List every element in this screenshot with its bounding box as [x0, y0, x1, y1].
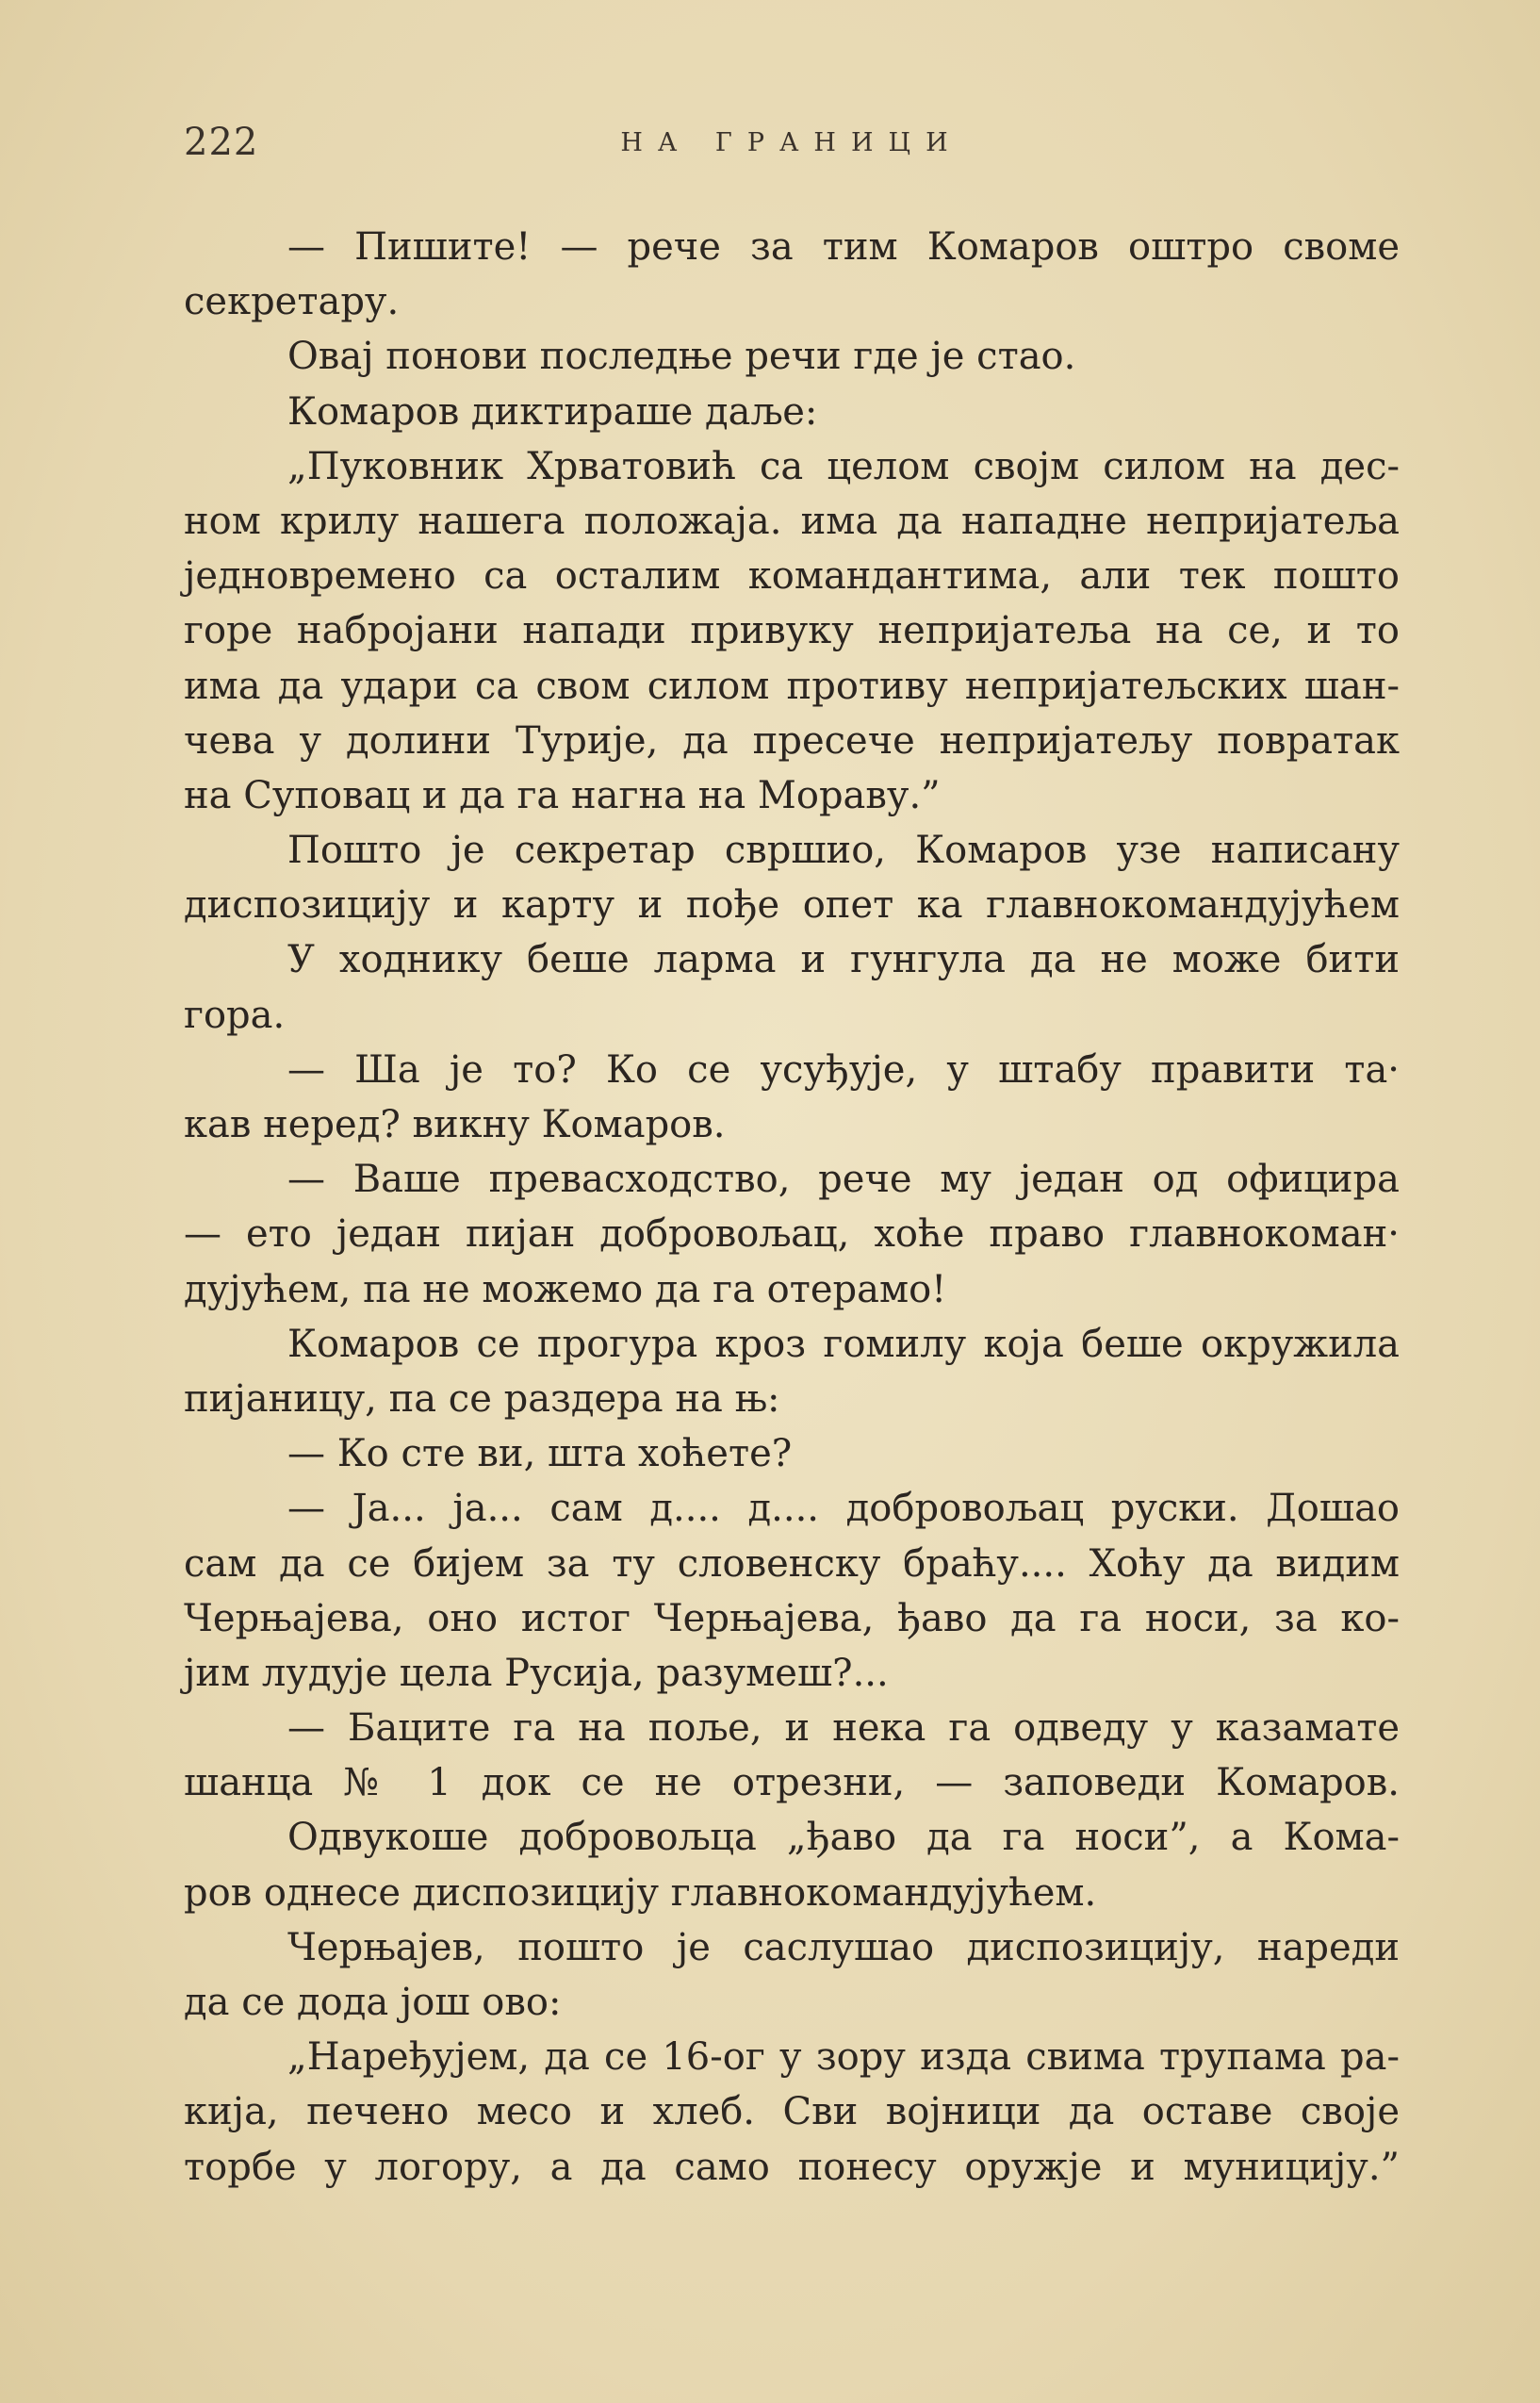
- text-line: кав неред? викну Комаров.: [184, 1103, 726, 1146]
- text-line: Комаров диктираше даље:: [287, 389, 818, 434]
- text-line: — Баците га на поље, и нека га одведу у казамате: [287, 1706, 1400, 1751]
- text-line: „Наређујем, да се 16-ог у зору изда свима трупама ра-: [287, 2035, 1400, 2080]
- text-line: — Ко сте ви, шта хоћете?: [287, 1432, 793, 1476]
- text-line: торбе у логору, а да само понесу оружје и муницију.”: [184, 2145, 1400, 2189]
- text-line: диспозицију и карту и пође опет ка главнокомандујућем: [184, 883, 1400, 928]
- text-line: Комаров се прогура кроз гомилу која беше окружила: [287, 1322, 1400, 1366]
- page-number: 222: [184, 121, 259, 164]
- text-line: — ето један пијан добровољац, хоће право главнокоман·: [184, 1212, 1400, 1257]
- text-line: шанца № 1 док се не отрезни, — заповеди Комаров.: [184, 1761, 1400, 1805]
- text-line: ров однесе диспозицију главнокомандујућем.: [184, 1870, 1097, 1915]
- text-line: да се дода још ово:: [184, 1981, 562, 2024]
- text-line: пијаницу, па се раздера на њ:: [184, 1376, 780, 1421]
- text-line: „Пуковник Хрватовић са целом својм силом на дес-: [287, 444, 1400, 488]
- text-line: — Пишите! — рече за тим Комаров оштро своме: [287, 225, 1400, 269]
- text-line: Одвукоше добровољца „ђаво да га носи”, а Кома-: [287, 1816, 1400, 1860]
- text-line: јим лудује цела Русија, разумеш?...: [184, 1651, 889, 1695]
- text-line: има да удари са свом силом противу непријатељских шан-: [184, 664, 1400, 708]
- text-line: У ходнику беше ларма и гунгула да не може бити: [287, 938, 1400, 982]
- body-text: [184, 220, 1400, 2195]
- text-line: чева у долини Турије, да пресече непријатељу повратак: [184, 718, 1400, 763]
- text-line: сам да се бијем за ту словенску браћу.... Хоћу да видим: [184, 1541, 1400, 1586]
- text-line: једновремено са осталим командантима, али тек пошто: [184, 554, 1400, 599]
- text-line: — Ша је то? Ко се усуђује, у штабу правити та·: [287, 1047, 1400, 1092]
- text-line: Черњајева, оно истог Черњајева, ђаво да га носи, за ко-: [184, 1596, 1400, 1640]
- text-line: — Ја... ја... сам д.... д.... добровољац руски. Дошао: [287, 1487, 1400, 1531]
- text-line: дујућем, па не можемо да га отерамо!: [184, 1267, 947, 1311]
- text-line: гора.: [184, 993, 286, 1037]
- text-line: Овај понови последње речи где је стао.: [287, 335, 1076, 379]
- running-title: НА ГРАНИЦИ: [620, 128, 963, 157]
- text-line: ном крилу нашега положаја. има да нападне непријатеља: [184, 499, 1400, 543]
- text-line: Пошто је секретар свршио, Комаров узе написану: [287, 829, 1400, 873]
- text-line: кија, печено месо и хлеб. Сви војници да оставе своје: [184, 2090, 1400, 2134]
- text-line: секретару.: [184, 280, 400, 324]
- text-line: — Ваше превасходство, рече му један од официра: [287, 1158, 1400, 1202]
- text-line: горе набројани напади привуку непријатеља на се, и то: [184, 609, 1400, 653]
- text-line: на Суповац и да га нагна на Мораву.”: [184, 773, 941, 817]
- page-header: [184, 121, 1400, 177]
- text-line: Черњајев, пошто је саслушао диспозицију, нареди: [287, 1925, 1400, 1969]
